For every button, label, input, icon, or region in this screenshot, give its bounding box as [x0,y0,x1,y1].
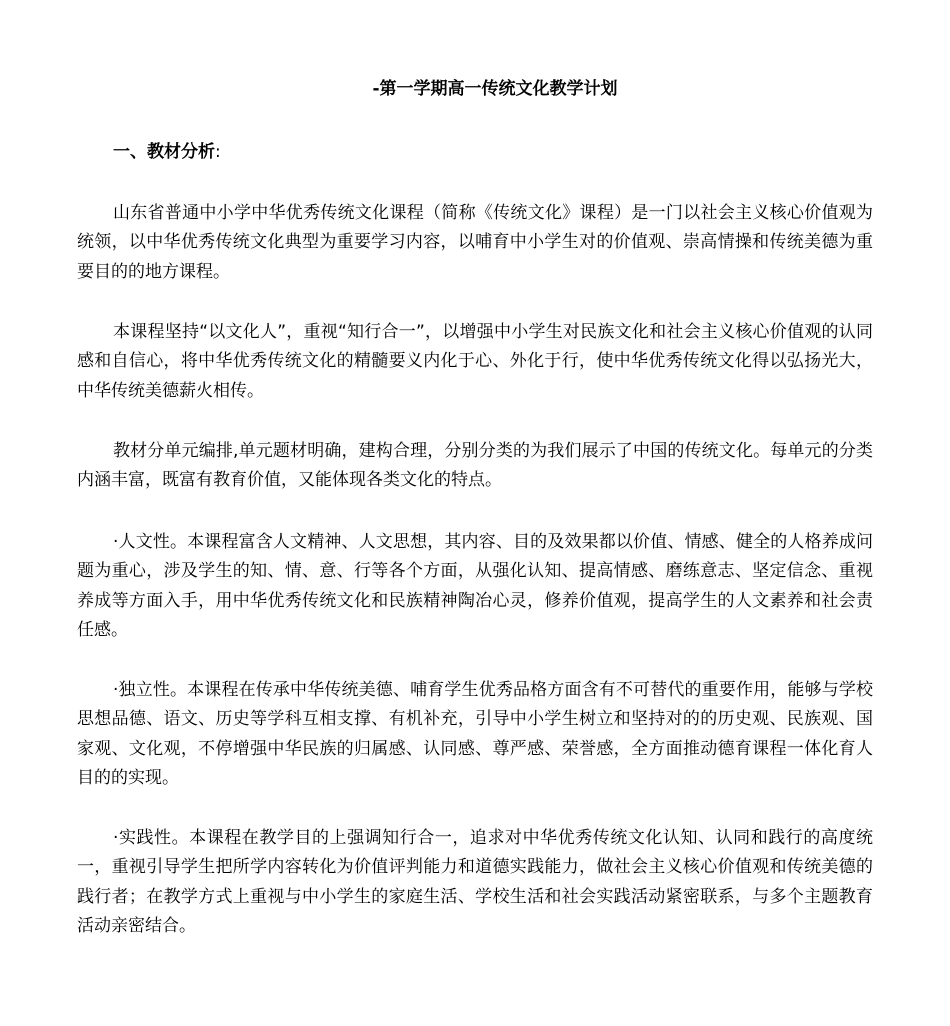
paragraph-textbook-structure: 教材分单元编排,单元题材明确，建构合理，分别分类的为我们展示了中国的传统文化。每单元的分类内涵丰富，既富有教育价值，又能体现各类文化的特点。 [77,441,873,491]
paragraph-independence: ·独立性。本课程在传承中华传统美德、哺育学生优秀品格方面含有不可替代的重要作用，能够与学校思想品德、语文、历史等学科互相支撑、有机补充，引导中小学生树立和坚持对的的历史观、民族观、国家观、文化观，不停增强中华民族的归属感、认同感、尊严感、荣誉感，全方面推动德育课程一体化育人目的的实现。 [77,680,873,788]
paragraph-course-intro: 山东省普通中小学中华优秀传统文化课程（简称《传统文化》课程）是一门以社会主义核心价值观为统领，以中华优秀传统文化典型为重要学习内容，以哺育中小学生对的价值观、崇高情操和传统美德为重要目的的地方课程。 [77,203,873,282]
section-heading-textbook-analysis [113,141,221,163]
paragraph-humanistic: ·人文性。本课程富含人文精神、人文思想，其内容、目的及效果都以价值、情感、健全的人格养成问题为重心，涉及学生的知、情、意、行等各个方面，从强化认知、提高情感、磨练意志、坚定信念、重视养成等方面入手，用中华优秀传统文化和民族精神陶冶心灵，修养价值观，提高学生的人文素养和社会责任感。 [77,532,873,640]
paragraph-practicality: ·实践性。本课程在教学目的上强调知行合一，追求对中华优秀传统文化认知、认同和践行的高度统一，重视引导学生把所学内容转化为价值评判能力和道德实践能力，做社会主义核心价值观和传统美德的践行者；在教学方式上重视与中小学生的家庭生活、学校生活和社会实践活动紧密联系，与多个主题教育活动亲密结合。 [77,828,873,936]
section-heading-colon: : [215,142,221,162]
document-title: -第一学期高一传统文化教学计划 [372,79,618,99]
section-heading-text: 一、教材分析 [113,142,215,162]
paragraph-course-principle: 本课程坚持“以文化人”，重视“知行合一”，以增强中小学生对民族文化和社会主义核心价值观的认同感和自信心，将中华优秀传统文化的精髓要义内化于心、外化于行，使中华优秀传统文化得以弘扬光大，中华传统美德薪火相传。 [77,322,873,401]
